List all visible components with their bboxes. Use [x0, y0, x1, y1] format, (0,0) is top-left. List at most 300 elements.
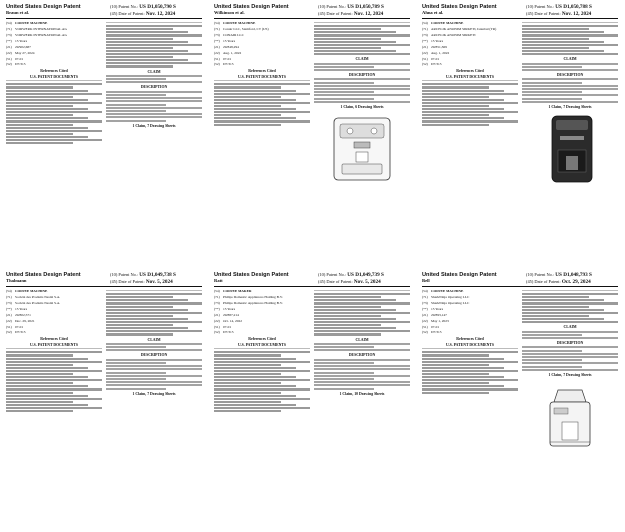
patent-date: Nov. 5, 2024 [353, 278, 381, 285]
claim-text-line [106, 349, 202, 351]
patent-date-label: (45) Date of Patent: [318, 10, 353, 16]
header-left [6, 4, 110, 16]
loc-class-field [422, 325, 518, 329]
term-field-value: 15 Years [223, 306, 236, 311]
description-text-line [106, 104, 166, 106]
inventor-name: Ahna et al. [422, 10, 444, 16]
reference-entry [522, 41, 604, 43]
reference-entry [214, 93, 310, 95]
reference-entry [214, 86, 281, 88]
description-text-line [522, 94, 618, 96]
description-text-line [106, 359, 202, 361]
claim-title: CLAIM [563, 325, 577, 330]
claim-count: 1 Claim, 7 Drawing Sheets [132, 123, 176, 128]
reference-entry [106, 62, 202, 64]
description-text-line [522, 353, 618, 355]
description-text-line [522, 362, 618, 364]
description-text-line [314, 85, 410, 87]
reference-entry [314, 309, 396, 311]
reference-entry [214, 90, 296, 92]
term-field [214, 307, 310, 311]
patent-date-row [526, 279, 618, 286]
reference-entry [522, 53, 618, 55]
reference-entry [214, 351, 310, 353]
loc-class-field-value: 07-01 [15, 56, 24, 61]
patent-number-row [526, 4, 618, 11]
reference-entry [422, 358, 504, 360]
reference-entry [422, 96, 489, 98]
field-code: (22) [6, 318, 12, 323]
right-column [522, 21, 618, 245]
field-code: (**) [214, 306, 220, 311]
right-column [314, 21, 410, 245]
term-field [422, 307, 518, 311]
reference-list [214, 80, 310, 125]
reference-entry [106, 318, 188, 320]
claim-text-line [522, 63, 618, 65]
field-code: (**) [6, 306, 12, 311]
loc-class-field [422, 57, 518, 61]
application-number-field-value: 29/848,294 [223, 44, 239, 49]
reference-entry [314, 41, 396, 43]
reference-entry [422, 354, 489, 356]
field-code: (54) [6, 21, 12, 26]
reference-entry [522, 50, 604, 52]
reference-entry [106, 315, 173, 317]
field-code: (22) [214, 318, 220, 323]
reference-entry [422, 379, 518, 381]
reference-entry [422, 108, 504, 110]
loc-class-field-value: 07-01 [431, 324, 440, 329]
description-text-line [522, 82, 582, 84]
reference-entry [314, 34, 410, 36]
loc-class-field-value: 07-01 [15, 324, 24, 329]
reference-entry [522, 296, 589, 298]
description-title: DESCRIPTION [348, 72, 376, 77]
title-field-value: COFFEE MACHINE [431, 289, 464, 294]
reference-entry [522, 299, 604, 301]
description-title: DESCRIPTION [556, 340, 584, 345]
office-name: United States Design Patent [422, 4, 497, 10]
patent-drawing-grinder [528, 380, 612, 454]
patent-header [214, 272, 410, 287]
application-number-field [214, 45, 310, 49]
reference-entry [214, 379, 310, 381]
us-class-field-value: D7/315 [15, 62, 26, 67]
reference-entry [314, 324, 381, 326]
reference-entry [214, 370, 310, 372]
reference-entry [214, 96, 281, 98]
claim-text-line [106, 75, 202, 77]
reference-entry [6, 410, 73, 412]
reference-list [6, 80, 102, 144]
claim-text-line [106, 81, 202, 83]
assignee-field [214, 33, 310, 37]
reference-list [106, 290, 202, 335]
reference-entry [314, 333, 381, 335]
description-text-line [314, 362, 374, 364]
applicant-field [6, 27, 102, 31]
reference-list [106, 22, 202, 67]
reference-entry [522, 318, 604, 320]
field-code: (21) [422, 312, 428, 317]
patent-date-row [526, 11, 618, 18]
reference-entry [522, 309, 604, 311]
application-number-field-value: 29/887,214 [223, 312, 239, 317]
right-column [314, 289, 410, 513]
patent-front-page [211, 2, 413, 260]
reference-list [422, 348, 518, 393]
claim-count: 1 Claim, 10 Drawing Sheets [339, 391, 385, 396]
claim-title: CLAIM [147, 337, 161, 342]
field-code: (71) [6, 27, 12, 32]
reference-entry [106, 65, 173, 67]
reference-entry [422, 99, 504, 101]
reference-entry [6, 83, 102, 85]
reference-entry [314, 306, 381, 308]
header-right [318, 272, 410, 285]
description-text-line [106, 116, 202, 118]
field-code: (21) [214, 44, 220, 49]
application-number-field [422, 45, 518, 49]
description-text-line [106, 91, 202, 93]
reference-entry [314, 296, 381, 298]
office-name: United States Design Patent [214, 272, 289, 278]
patent-body [422, 289, 618, 513]
patent-header [6, 272, 202, 287]
assignee-field-value: SharkNinja Operating LLC [431, 300, 470, 305]
claim-title: CLAIM [147, 69, 161, 74]
description-text-line [106, 113, 202, 115]
patent-date-row [110, 11, 202, 18]
description-text-line [106, 100, 202, 102]
reference-entry [314, 321, 410, 323]
assignee-field-value: Société des Produits Nestlé S.A. [15, 300, 61, 305]
reference-entry [214, 392, 281, 394]
patent-header [422, 4, 618, 19]
title-field [214, 21, 310, 25]
reference-entry [6, 93, 102, 95]
patent-date: Nov. 5, 2024 [145, 278, 173, 285]
patent-date-row [318, 279, 410, 286]
patent-date: Nov. 12, 2024 [561, 10, 592, 17]
reference-entry [522, 28, 589, 30]
reference-entry [6, 382, 73, 384]
field-code: (**) [422, 306, 428, 311]
reference-entry [422, 93, 518, 95]
term-field-value: 15 Years [431, 38, 444, 43]
applicant-field-value: VORWERK INTERNATIONAL AG [15, 27, 67, 32]
claim-count: 1 Claim, 7 Drawing Sheets [548, 104, 592, 109]
application-number-field-value: 29/893,147 [431, 312, 447, 317]
term-field [422, 39, 518, 43]
reference-entry [214, 105, 281, 107]
patent-header [214, 4, 410, 19]
reference-entry [522, 315, 589, 317]
description-text-line [314, 384, 410, 386]
patent-number-label: (10) Patent No.: [526, 4, 555, 9]
description-text-line [314, 98, 374, 100]
reference-entry [422, 117, 504, 119]
filed-date-field-value: Aug. 1, 2022 [223, 50, 242, 55]
reference-entry [106, 34, 202, 36]
reference-entry [522, 38, 589, 40]
application-number-field [6, 313, 102, 317]
left-column [6, 289, 102, 513]
description-text-line [522, 366, 582, 368]
reference-entry [314, 299, 396, 301]
patent-front-page [419, 270, 621, 528]
term-field [6, 307, 102, 311]
claim-text-line [106, 78, 166, 80]
patent-date: Nov. 12, 2024 [353, 10, 384, 17]
reference-entry [422, 351, 518, 353]
patent-body [6, 21, 202, 245]
loc-class-field [6, 57, 102, 61]
reference-entry [422, 382, 489, 384]
claim-count: 1 Claim, 7 Drawing Sheets [548, 372, 592, 377]
field-code: (73) [422, 32, 428, 37]
reference-entry [6, 142, 73, 144]
references-subtitle: U.S. PATENT DOCUMENTS [29, 75, 79, 80]
reference-entry [422, 392, 489, 394]
assignee-field-value: VORWERK INTERNATIONAL AG [15, 32, 67, 37]
field-code: (54) [422, 21, 428, 26]
reference-entry [106, 302, 202, 304]
assignee-field [6, 33, 102, 37]
reference-entry [314, 293, 410, 295]
office-name: United States Design Patent [6, 4, 81, 10]
reference-entry [6, 120, 102, 122]
patent-number: US D1,050,788 S [555, 4, 592, 10]
field-code: (54) [214, 21, 220, 26]
references-title: References Cited [248, 68, 276, 73]
description-text-line [522, 78, 618, 80]
description-text-line [106, 94, 166, 96]
reference-entry [214, 111, 310, 113]
references-subtitle: U.S. PATENT DOCUMENTS [29, 343, 79, 348]
patent-number-label: (10) Patent No.: [318, 4, 347, 9]
reference-entry [422, 90, 504, 92]
field-code: (52) [422, 330, 428, 335]
patent-drawing-espresso [320, 112, 404, 186]
term-field-value: 15 Years [15, 38, 28, 43]
field-code: (21) [214, 312, 220, 317]
patent-number: US D1,050,790 S [139, 4, 176, 10]
filed-date-field-value: May 1, 2023 [431, 318, 449, 323]
reference-entry [6, 388, 102, 390]
office-name: United States Design Patent [214, 4, 289, 10]
field-code: (**) [6, 38, 12, 43]
reference-entry [522, 25, 618, 27]
title-field-value: COFFEE MACHINE [223, 21, 256, 26]
us-class-field-value: D7/315 [431, 330, 442, 335]
claim-text-line [522, 334, 582, 336]
loc-class-field-value: 07-01 [431, 56, 440, 61]
description-text-line [522, 369, 618, 371]
field-code: (73) [422, 300, 428, 305]
assignee-field [6, 301, 102, 305]
applicant-field-value: SharkNinja Operating LLC [431, 295, 470, 300]
patent-number-label: (10) Patent No.: [526, 272, 555, 277]
reference-entry [422, 367, 504, 369]
reference-entry [6, 351, 102, 353]
reference-entry [214, 102, 310, 104]
field-code: (22) [6, 50, 12, 55]
reference-list [422, 80, 518, 125]
field-code: (52) [214, 62, 220, 67]
field-code: (71) [422, 27, 428, 32]
reference-entry [214, 401, 281, 403]
patent-date-label: (45) Date of Patent: [526, 10, 561, 16]
description-text-line [106, 97, 202, 99]
patent-number: US D1,049,738 S [139, 272, 176, 278]
reference-entry [422, 105, 489, 107]
patent-body [214, 21, 410, 245]
claim-text-line [106, 343, 202, 345]
assignee-field-value: ARCELIK ANONIM SIRKETI [431, 32, 476, 37]
reference-entry [214, 99, 296, 101]
patent-number-label: (10) Patent No.: [318, 272, 347, 277]
reference-entry [214, 114, 281, 116]
reference-entry [422, 361, 518, 363]
description-text-line [314, 82, 374, 84]
patent-drawing-dark [528, 112, 612, 186]
reference-entry [214, 410, 281, 412]
claim-title: CLAIM [355, 57, 369, 62]
us-class-field [6, 62, 102, 66]
description-text-line [106, 375, 202, 377]
reference-entry [314, 28, 381, 30]
description-text-line [314, 375, 410, 377]
reference-entry [422, 376, 504, 378]
left-column [6, 21, 102, 245]
description-text-line [522, 91, 582, 93]
reference-entry [6, 108, 88, 110]
description-text-line [106, 362, 166, 364]
application-number-field [6, 45, 102, 49]
reference-entry [314, 50, 396, 52]
reference-entry [6, 370, 102, 372]
us-class-field [422, 330, 518, 334]
claim-text-line [314, 63, 410, 65]
reference-entry [214, 373, 281, 375]
description-text-line [314, 94, 410, 96]
reference-list [522, 290, 618, 323]
application-number-field-value: 29/902,687 [15, 44, 31, 49]
description-text-line [522, 101, 618, 103]
claim-title: CLAIM [563, 57, 577, 62]
reference-entry [106, 31, 188, 33]
field-code: (21) [422, 44, 428, 49]
reference-entry [314, 31, 396, 33]
reference-entry [6, 96, 73, 98]
reference-entry [422, 385, 504, 387]
description-text-line [106, 107, 202, 109]
description-text-line [106, 365, 202, 367]
references-subtitle: U.S. PATENT DOCUMENTS [237, 75, 287, 80]
description-title: DESCRIPTION [556, 72, 584, 77]
reference-entry [314, 330, 410, 332]
reference-entry [6, 133, 73, 135]
term-field-value: 15 Years [15, 306, 28, 311]
claim-count: 1 Claim, 7 Drawing Sheets [132, 391, 176, 396]
reference-entry [6, 361, 102, 363]
reference-entry [6, 358, 88, 360]
filed-date-field-value: Oct. 14, 2022 [223, 318, 243, 323]
patent-body [6, 289, 202, 513]
description-text-line [314, 359, 410, 361]
field-code: (22) [422, 318, 428, 323]
us-class-field-value: D7/315 [223, 330, 234, 335]
title-field [422, 21, 518, 25]
reference-entry [522, 312, 618, 314]
reference-entry [6, 111, 102, 113]
references-title: References Cited [248, 336, 276, 341]
description-text-line [106, 372, 166, 374]
applicant-field [214, 295, 310, 299]
inventor-name: Wilkinson et al. [214, 10, 245, 16]
patent-number: US D1,050,789 S [347, 4, 384, 10]
reference-list [6, 348, 102, 412]
reference-entry [214, 398, 310, 400]
description-text-line [314, 365, 410, 367]
reference-entry [6, 395, 88, 397]
description-title: DESCRIPTION [140, 353, 168, 358]
reference-entry [422, 111, 518, 113]
claim-text-line [522, 66, 582, 68]
patent-date-row [110, 279, 202, 286]
reference-list [214, 348, 310, 412]
reference-entry [6, 354, 73, 356]
us-class-field-value: D7/315 [223, 62, 234, 67]
reference-entry [6, 127, 88, 129]
reference-entry [314, 327, 396, 329]
field-code: (51) [214, 56, 220, 61]
us-class-field [214, 62, 310, 66]
patent-number-row [110, 4, 202, 11]
description-text-line [314, 88, 410, 90]
description-text-line [314, 372, 374, 374]
application-number-field-value: 29/851,369 [431, 44, 447, 49]
reference-entry [214, 395, 296, 397]
reference-entry [522, 47, 589, 49]
patent-date: Nov. 12, 2024 [145, 10, 176, 17]
assignee-field [422, 301, 518, 305]
description-text-line [106, 110, 166, 112]
reference-entry [314, 312, 410, 314]
references-title: References Cited [456, 336, 484, 341]
reference-entry [314, 25, 410, 27]
inventor-name: Braun et al. [6, 10, 30, 16]
reference-entry [214, 388, 310, 390]
reference-entry [6, 373, 73, 375]
header-left [6, 272, 110, 284]
inventor-name: Ratt [214, 278, 223, 284]
inventor-name: Bell [422, 278, 430, 284]
reference-entry [214, 108, 296, 110]
reference-entry [6, 105, 73, 107]
title-field-value: COFFEE MAKER [223, 289, 252, 294]
reference-entry [6, 364, 73, 366]
reference-entry [422, 114, 489, 116]
reference-entry [214, 358, 296, 360]
reference-entry [6, 99, 88, 101]
field-code: (52) [422, 62, 428, 67]
field-code: (71) [214, 27, 220, 32]
title-field [6, 21, 102, 25]
filed-date-field-value: Aug. 1, 2022 [431, 50, 450, 55]
